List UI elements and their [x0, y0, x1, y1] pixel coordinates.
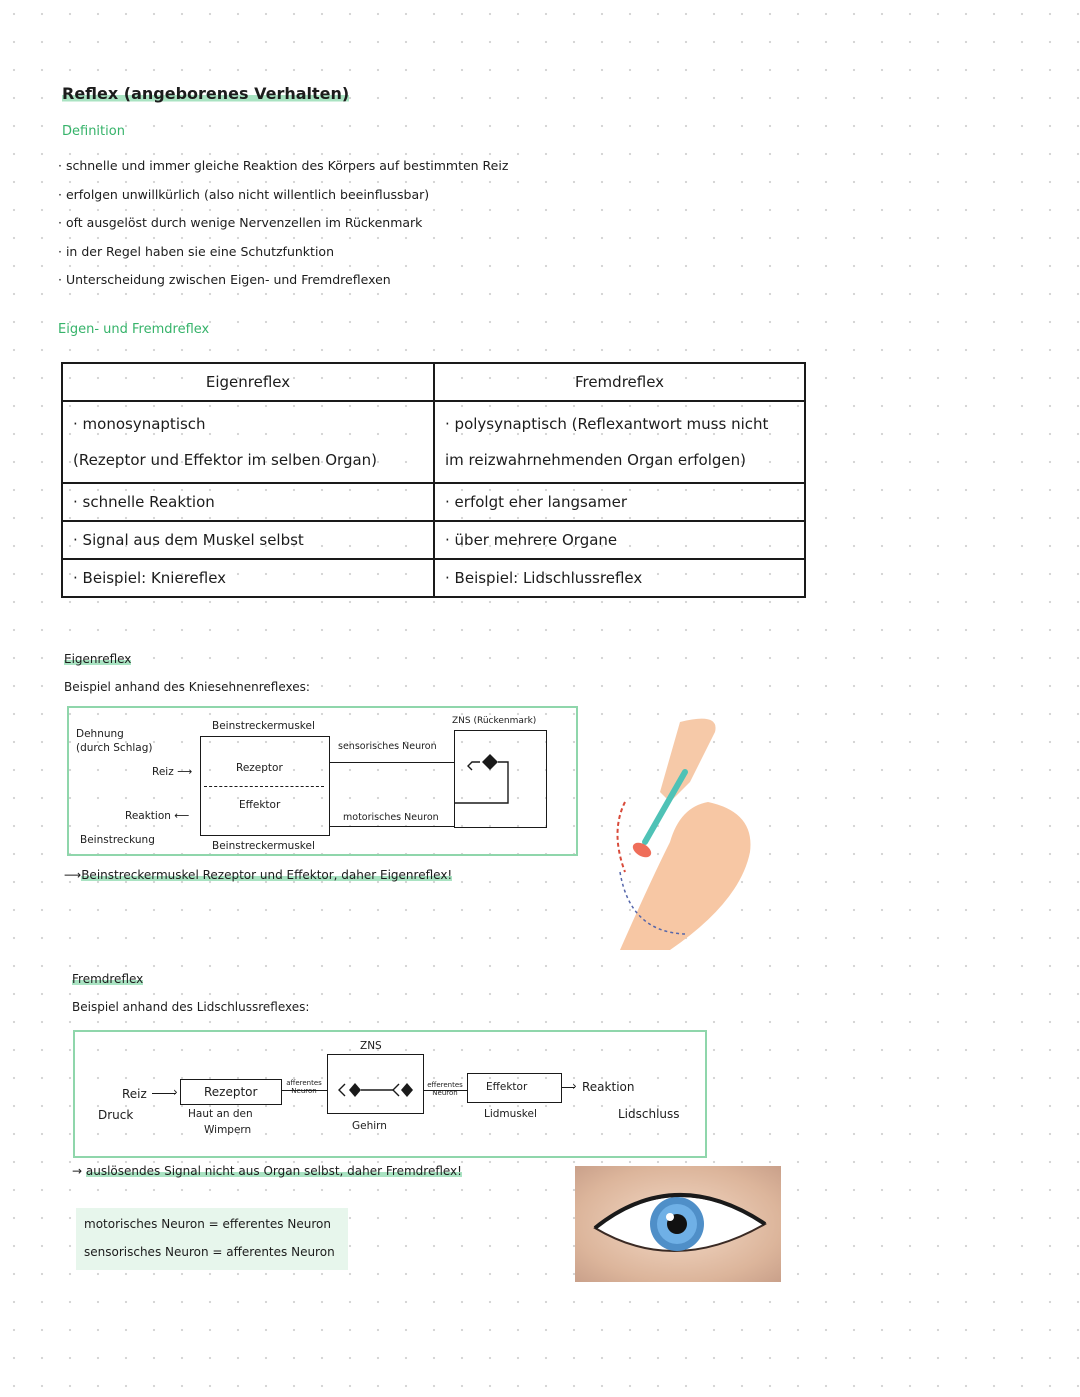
table-row: [62, 521, 805, 559]
eigenreflex-conclusion: ⟶Beinstreckermuskel Rezeptor und Effektor, daher Eigenreflex!: [64, 868, 453, 882]
reiz-label: Reiz ⟶: [152, 766, 193, 778]
fremdreflex-subtitle: Beispiel anhand des Lidschlussreflexes:: [72, 1000, 310, 1014]
effektor-label: Effektor: [486, 1081, 528, 1093]
table-row: [62, 401, 805, 483]
knee-illustration: [610, 712, 760, 950]
rezeptor-label: Rezeptor: [236, 762, 283, 774]
arrow-left-icon: ⟵: [174, 810, 190, 822]
reaktion-label: Reaktion: [582, 1080, 635, 1094]
eye-icon: [575, 1166, 781, 1282]
synapse-icon: [454, 740, 534, 820]
dehnung-label: Dehnung: [76, 728, 124, 740]
beinstreckung-label: Beinstreckung: [80, 834, 155, 846]
haut-label: Haut an den: [188, 1108, 253, 1120]
table-cell: · über mehrere Organe: [434, 521, 805, 559]
table-row: [62, 483, 805, 521]
comparison-table: [61, 362, 806, 598]
note-line: sensorisches Neuron = afferentes Neuron: [84, 1245, 335, 1259]
eigenreflex-subtitle: Beispiel anhand des Kniesehnenreflexes:: [64, 680, 310, 694]
rezeptor-label: Rezeptor: [204, 1085, 258, 1099]
motorisch-label: motorisches Neuron: [343, 812, 439, 823]
lidmuskel-label: Lidmuskel: [484, 1108, 537, 1120]
table-cell: · monosynaptisch (Rezeptor und Effektor im selben Organ): [62, 401, 434, 483]
fremdreflex-heading: Fremdreflex: [72, 972, 144, 986]
divider: [204, 786, 324, 787]
page-title: Reflex (angeborenes Verhalten): [62, 84, 350, 103]
reiz-label: Reiz: [122, 1087, 147, 1101]
table-cell: · Beispiel: Lidschlussreflex: [434, 559, 805, 597]
column-header: Eigenreflex: [62, 363, 434, 401]
table-row: [62, 559, 805, 597]
list-item: · Unterscheidung zwischen Eigen- und Fremdreflexen: [58, 266, 508, 295]
comparison-heading: Eigen- und Fremdreflex: [58, 322, 210, 337]
list-item: · oft ausgelöst durch wenige Nervenzellen im Rückenmark: [58, 209, 508, 238]
lidschluss-label: Lidschluss: [618, 1107, 680, 1121]
muscle-top-label: Beinstreckermuskel: [212, 720, 315, 732]
arrow-right-icon: →: [72, 1164, 83, 1178]
sensory-line: [329, 762, 454, 763]
efferent-label: efferentes Neuron: [427, 1081, 463, 1097]
table-cell: · erfolgt eher langsamer: [434, 483, 805, 521]
eigenreflex-heading: Eigenreflex: [64, 652, 132, 666]
zns-label: ZNS (Rückenmark): [452, 716, 537, 726]
definition-heading: Definition: [62, 124, 125, 139]
fremdreflex-conclusion: → auslösendes Signal nicht aus Organ selbst, daher Fremdreflex!: [72, 1164, 462, 1178]
table-cell: · schnelle Reaktion: [62, 483, 434, 521]
druck-label: Druck: [98, 1108, 134, 1122]
afferent-label: afferentes Neuron: [286, 1079, 322, 1095]
list-item: · erfolgen unwillkürlich (also nicht willentlich beeinflussbar): [58, 181, 508, 210]
sensorisch-label: sensorisches Neuron: [338, 741, 437, 752]
definition-list: [58, 152, 508, 295]
motor-line: [329, 826, 454, 827]
zns-label: ZNS: [360, 1040, 382, 1052]
arrow-right-icon: ⟶: [64, 868, 82, 882]
muscle-bottom-label: Beinstreckermuskel: [212, 840, 315, 852]
list-item: · in der Regel haben sie eine Schutzfunktion: [58, 238, 508, 267]
arrow-right-icon: ›: [572, 1079, 577, 1093]
arrow-right-icon: ›: [173, 1085, 178, 1099]
reaktion-label: Reaktion ⟵: [125, 810, 190, 822]
synapse-icon: [327, 1076, 422, 1104]
wimpern-label: Wimpern: [204, 1124, 252, 1136]
gehirn-label: Gehirn: [352, 1120, 387, 1132]
eye-image: [575, 1166, 781, 1282]
note-line: motorisches Neuron = efferentes Neuron: [84, 1217, 331, 1231]
effektor-label: Effektor: [239, 799, 281, 811]
table-cell: · polysynaptisch (Reflexantwort muss nicht im reizwahrnehmenden Organ erfolgen): [434, 401, 805, 483]
table-cell: · Beispiel: Kniereflex: [62, 559, 434, 597]
column-header: Fremdreflex: [434, 363, 805, 401]
arrow-right-icon: ⟶: [177, 766, 193, 778]
table-cell: · Signal aus dem Muskel selbst: [62, 521, 434, 559]
neuron-note: [76, 1208, 348, 1270]
schlag-label: (durch Schlag): [76, 742, 153, 754]
list-item: · schnelle und immer gleiche Reaktion des Körpers auf bestimmten Reiz: [58, 152, 508, 181]
table-row: [62, 363, 805, 401]
